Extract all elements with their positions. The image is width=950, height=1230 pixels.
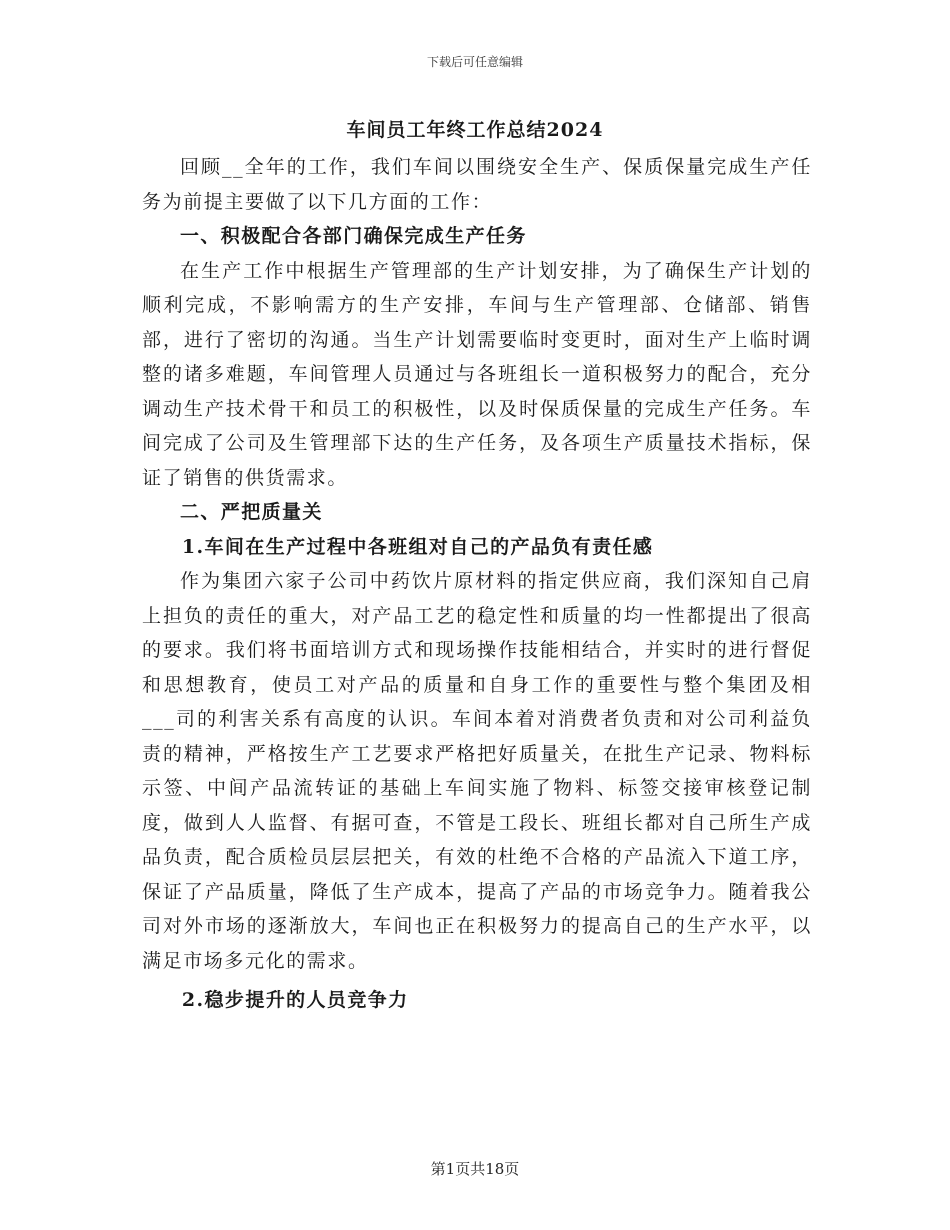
section-1-heading: 一、积极配合各部门确保完成生产任务 [180, 225, 527, 247]
subsection-1-paragraph: 作为集团六家子公司中药饮片原材料的指定供应商，我们深知自己肩上担负的责任的重大，对产品工艺的稳定性和质量的均一性都提出了很高的要求。我们将书面培训方式和现场操作技能相结合，并实时的进行督促和思想教育，使员工对产品的质量和自身工作的重要性与整个集团及相___司的利害关系有高度的认识。车间本着对消费者负责和对公司利益负责的精神，严格按生产工艺要求严格把好质量关，在批生产记录、物料标示签、中间产品流转证的基础上车间实施了物料、标签交接审核登记制度，做到人人监督、有据可查，不管是工段长、班组长都对自己所生产成品负责，配合质检员层层把关，有效的杜绝不合格的产品流入下道工序，保证了产品质量，降低了生产成本，提高了产品的市场竞争力。随着我公司对外市场的逐渐放大，车间也正在积极努力的提高自己的生产水平，以满足市场多元化的需求。 [142, 570, 812, 972]
intro-paragraph: 回顾__全年的工作，我们车间以围绕安全生产、保质保量完成生产任务为前提主要做了以下几方面的工作： [142, 156, 812, 213]
section-2-heading: 二、严把质量关 [180, 501, 323, 523]
subsection-2-heading: 2.稳步提升的人员竞争力 [181, 989, 409, 1011]
page-header: 下载后可任意编辑 [426, 55, 523, 69]
section-1-paragraph: 在生产工作中根据生产管理部的生产计划安排，为了确保生产计划的顺利完成，不影响需方的生产安排，车间与生产管理部、仓储部、销售部，进行了密切的沟通。当生产计划需要临时变更时，面对生产上临时调整的诸多难题，车间管理人员通过与各班组长一道积极努力的配合，充分调动生产技术骨干和员工的积极性，以及时保质保量的完成生产任务。车间完成了公司及生管理部下达的生产任务，及各项生产质量技术指标，保证了销售的供货需求。 [142, 259, 812, 489]
document-title: 车间员工年终工作总结2024 [346, 119, 604, 141]
page-footer: 第1页共18页 [430, 1160, 520, 1178]
document-body [142, 150, 812, 1018]
subsection-1-heading: 1.车间在生产过程中各班组对自己的产品负有责任感 [181, 535, 654, 558]
